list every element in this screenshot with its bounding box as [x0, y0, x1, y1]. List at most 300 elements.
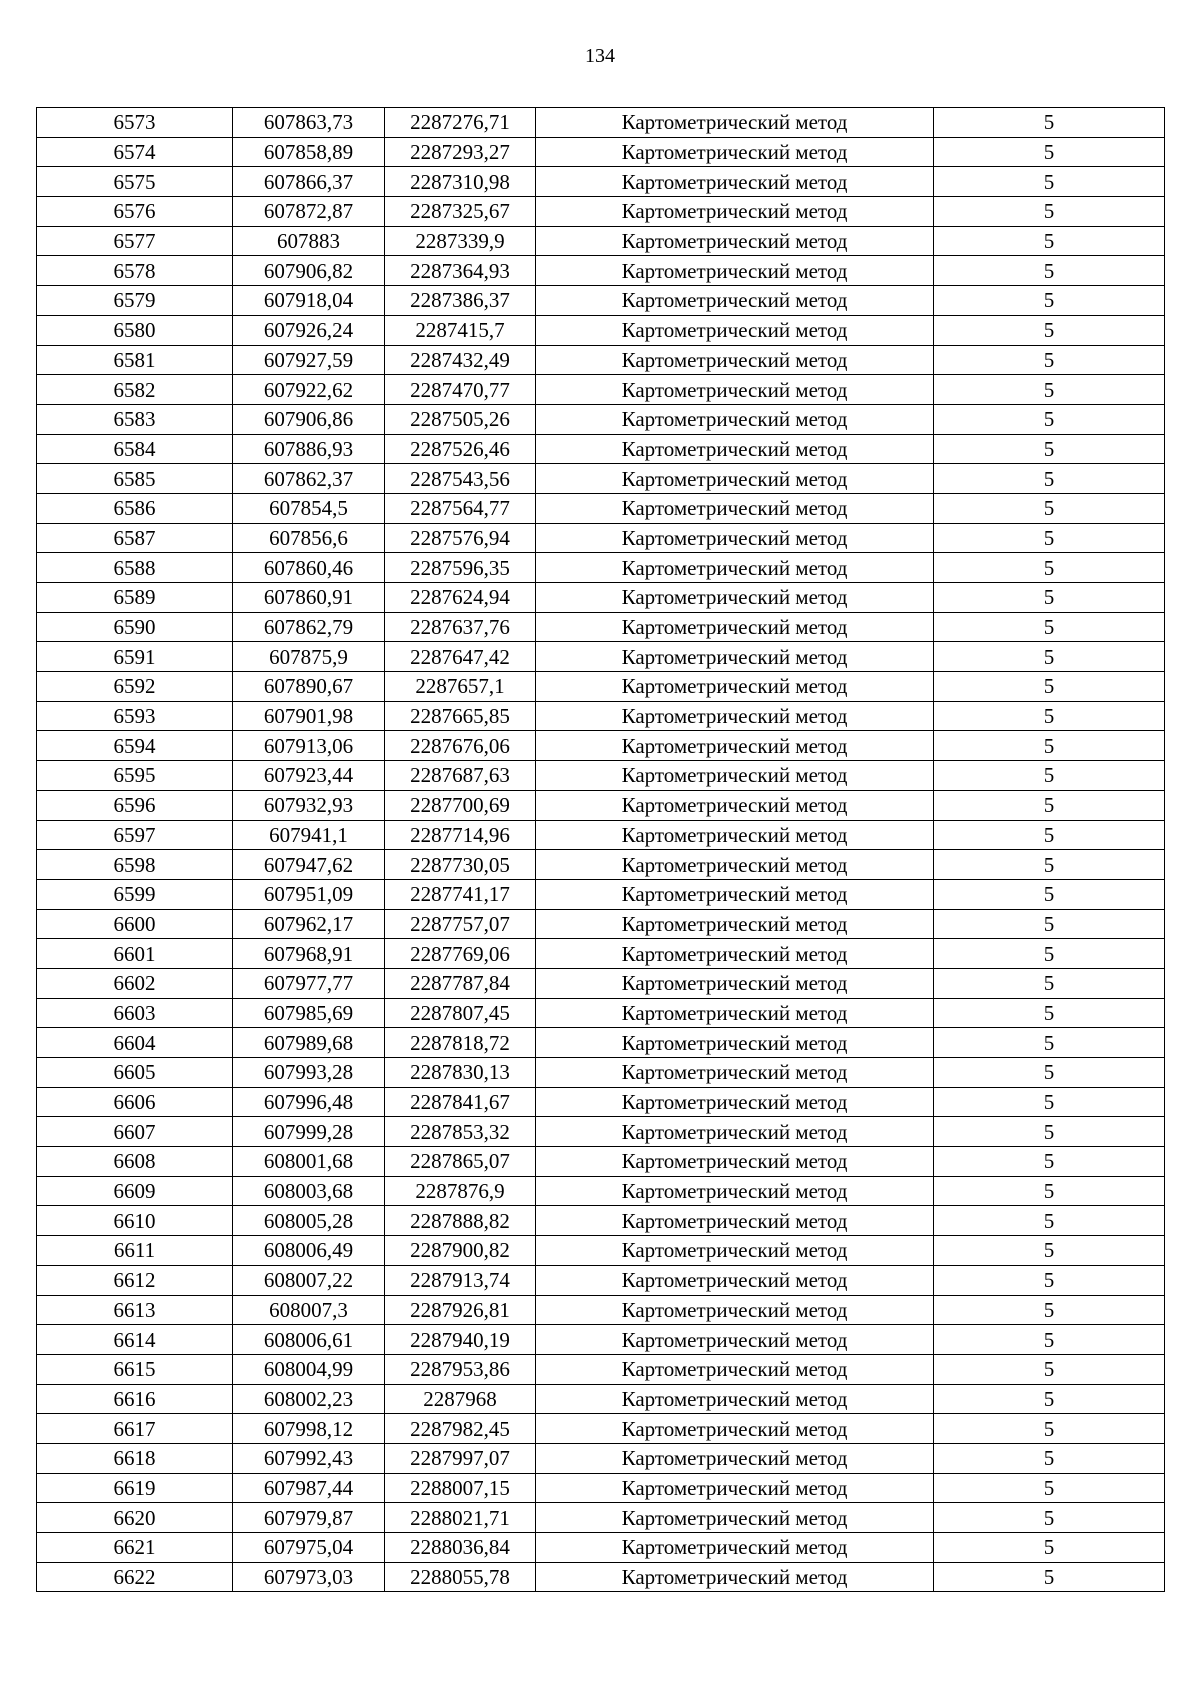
point-number-cell: 6578: [37, 256, 233, 286]
x-coordinate-cell: 607992,43: [233, 1443, 385, 1473]
table-row: [37, 583, 1165, 613]
x-coordinate-cell: 607951,09: [233, 879, 385, 909]
table-row: [37, 375, 1165, 405]
y-coordinate-cell: 2287714,96: [385, 820, 536, 850]
method-cell: Картометрический метод: [536, 1503, 934, 1533]
point-number-cell: 6610: [37, 1206, 233, 1236]
x-coordinate-cell: 607927,59: [233, 345, 385, 375]
x-coordinate-cell: 608006,61: [233, 1325, 385, 1355]
point-number-cell: 6619: [37, 1473, 233, 1503]
point-number-cell: 6581: [37, 345, 233, 375]
method-cell: Картометрический метод: [536, 1533, 934, 1563]
table-row: [37, 701, 1165, 731]
table-row: [37, 1414, 1165, 1444]
table-row: [37, 315, 1165, 345]
table-row: [37, 167, 1165, 197]
x-coordinate-cell: 607973,03: [233, 1562, 385, 1592]
accuracy-cell: 5: [934, 553, 1165, 583]
y-coordinate-cell: 2287913,74: [385, 1265, 536, 1295]
point-number-cell: 6614: [37, 1325, 233, 1355]
method-cell: Картометрический метод: [536, 939, 934, 969]
accuracy-cell: 5: [934, 345, 1165, 375]
point-number-cell: 6616: [37, 1384, 233, 1414]
method-cell: Картометрический метод: [536, 493, 934, 523]
point-number-cell: 6582: [37, 375, 233, 405]
x-coordinate-cell: 607999,28: [233, 1117, 385, 1147]
y-coordinate-cell: 2287700,69: [385, 790, 536, 820]
accuracy-cell: 5: [934, 879, 1165, 909]
point-number-cell: 6573: [37, 108, 233, 138]
point-number-cell: 6597: [37, 820, 233, 850]
x-coordinate-cell: 607875,9: [233, 642, 385, 672]
accuracy-cell: 5: [934, 434, 1165, 464]
table-row: [37, 286, 1165, 316]
y-coordinate-cell: 2287926,81: [385, 1295, 536, 1325]
method-cell: Картометрический метод: [536, 820, 934, 850]
accuracy-cell: 5: [934, 1236, 1165, 1266]
point-number-cell: 6599: [37, 879, 233, 909]
table-row: [37, 820, 1165, 850]
accuracy-cell: 5: [934, 226, 1165, 256]
y-coordinate-cell: 2288036,84: [385, 1533, 536, 1563]
x-coordinate-cell: 607858,89: [233, 137, 385, 167]
accuracy-cell: 5: [934, 1206, 1165, 1236]
table-row: [37, 642, 1165, 672]
table-row: [37, 137, 1165, 167]
y-coordinate-cell: 2287853,32: [385, 1117, 536, 1147]
method-cell: Картометрический метод: [536, 1354, 934, 1384]
table-row: [37, 1058, 1165, 1088]
point-number-cell: 6602: [37, 968, 233, 998]
method-cell: Картометрический метод: [536, 1265, 934, 1295]
point-number-cell: 6579: [37, 286, 233, 316]
y-coordinate-cell: 2287310,98: [385, 167, 536, 197]
accuracy-cell: 5: [934, 642, 1165, 672]
method-cell: Картометрический метод: [536, 197, 934, 227]
point-number-cell: 6592: [37, 672, 233, 702]
method-cell: Картометрический метод: [536, 553, 934, 583]
x-coordinate-cell: 607856,6: [233, 523, 385, 553]
y-coordinate-cell: 2287576,94: [385, 523, 536, 553]
accuracy-cell: 5: [934, 1147, 1165, 1177]
table-row: [37, 909, 1165, 939]
x-coordinate-cell: 607985,69: [233, 998, 385, 1028]
method-cell: Картометрический метод: [536, 226, 934, 256]
y-coordinate-cell: 2288007,15: [385, 1473, 536, 1503]
y-coordinate-cell: 2287647,42: [385, 642, 536, 672]
point-number-cell: 6604: [37, 1028, 233, 1058]
table-row: [37, 1503, 1165, 1533]
point-number-cell: 6603: [37, 998, 233, 1028]
method-cell: Картометрический метод: [536, 642, 934, 672]
table-row: [37, 1384, 1165, 1414]
point-number-cell: 6587: [37, 523, 233, 553]
table-row: [37, 968, 1165, 998]
y-coordinate-cell: 2287807,45: [385, 998, 536, 1028]
method-cell: Картометрический метод: [536, 909, 934, 939]
accuracy-cell: 5: [934, 1562, 1165, 1592]
y-coordinate-cell: 2287325,67: [385, 197, 536, 227]
accuracy-cell: 5: [934, 375, 1165, 405]
x-coordinate-cell: 607863,73: [233, 108, 385, 138]
method-cell: Картометрический метод: [536, 256, 934, 286]
point-number-cell: 6574: [37, 137, 233, 167]
x-coordinate-cell: 607866,37: [233, 167, 385, 197]
x-coordinate-cell: 607941,1: [233, 820, 385, 850]
y-coordinate-cell: 2287415,7: [385, 315, 536, 345]
accuracy-cell: 5: [934, 523, 1165, 553]
table-row: [37, 761, 1165, 791]
y-coordinate-cell: 2287543,56: [385, 464, 536, 494]
x-coordinate-cell: 607977,77: [233, 968, 385, 998]
y-coordinate-cell: 2287637,76: [385, 612, 536, 642]
method-cell: Картометрический метод: [536, 583, 934, 613]
coordinates-table-body: [37, 108, 1165, 1592]
method-cell: Картометрический метод: [536, 1028, 934, 1058]
accuracy-cell: 5: [934, 1354, 1165, 1384]
accuracy-cell: 5: [934, 1533, 1165, 1563]
x-coordinate-cell: 608006,49: [233, 1236, 385, 1266]
y-coordinate-cell: 2287876,9: [385, 1176, 536, 1206]
accuracy-cell: 5: [934, 1117, 1165, 1147]
accuracy-cell: 5: [934, 1265, 1165, 1295]
point-number-cell: 6586: [37, 493, 233, 523]
accuracy-cell: 5: [934, 909, 1165, 939]
y-coordinate-cell: 2287730,05: [385, 850, 536, 880]
x-coordinate-cell: 607922,62: [233, 375, 385, 405]
y-coordinate-cell: 2287830,13: [385, 1058, 536, 1088]
accuracy-cell: 5: [934, 1325, 1165, 1355]
method-cell: Картометрический метод: [536, 167, 934, 197]
y-coordinate-cell: 2287564,77: [385, 493, 536, 523]
x-coordinate-cell: 607883: [233, 226, 385, 256]
method-cell: Картометрический метод: [536, 1325, 934, 1355]
point-number-cell: 6608: [37, 1147, 233, 1177]
point-number-cell: 6590: [37, 612, 233, 642]
method-cell: Картометрический метод: [536, 464, 934, 494]
x-coordinate-cell: 608007,3: [233, 1295, 385, 1325]
point-number-cell: 6622: [37, 1562, 233, 1592]
y-coordinate-cell: 2287900,82: [385, 1236, 536, 1266]
accuracy-cell: 5: [934, 315, 1165, 345]
point-number-cell: 6575: [37, 167, 233, 197]
point-number-cell: 6589: [37, 583, 233, 613]
y-coordinate-cell: 2287505,26: [385, 404, 536, 434]
x-coordinate-cell: 607947,62: [233, 850, 385, 880]
accuracy-cell: 5: [934, 1176, 1165, 1206]
table-row: [37, 1562, 1165, 1592]
accuracy-cell: 5: [934, 998, 1165, 1028]
point-number-cell: 6591: [37, 642, 233, 672]
accuracy-cell: 5: [934, 1503, 1165, 1533]
coordinates-table: [36, 107, 1165, 1592]
y-coordinate-cell: 2288021,71: [385, 1503, 536, 1533]
x-coordinate-cell: 608005,28: [233, 1206, 385, 1236]
method-cell: Картометрический метод: [536, 850, 934, 880]
accuracy-cell: 5: [934, 1058, 1165, 1088]
accuracy-cell: 5: [934, 197, 1165, 227]
table-row: [37, 790, 1165, 820]
method-cell: Картометрический метод: [536, 761, 934, 791]
accuracy-cell: 5: [934, 1087, 1165, 1117]
method-cell: Картометрический метод: [536, 1087, 934, 1117]
y-coordinate-cell: 2287657,1: [385, 672, 536, 702]
table-row: [37, 226, 1165, 256]
method-cell: Картометрический метод: [536, 1443, 934, 1473]
accuracy-cell: 5: [934, 612, 1165, 642]
x-coordinate-cell: 607860,46: [233, 553, 385, 583]
y-coordinate-cell: 2287687,63: [385, 761, 536, 791]
y-coordinate-cell: 2287470,77: [385, 375, 536, 405]
table-row: [37, 1206, 1165, 1236]
point-number-cell: 6588: [37, 553, 233, 583]
x-coordinate-cell: 607862,79: [233, 612, 385, 642]
accuracy-cell: 5: [934, 1473, 1165, 1503]
method-cell: Картометрический метод: [536, 1295, 934, 1325]
table-row: [37, 345, 1165, 375]
x-coordinate-cell: 607890,67: [233, 672, 385, 702]
x-coordinate-cell: 607926,24: [233, 315, 385, 345]
method-cell: Картометрический метод: [536, 345, 934, 375]
method-cell: Картометрический метод: [536, 672, 934, 702]
point-number-cell: 6596: [37, 790, 233, 820]
accuracy-cell: 5: [934, 108, 1165, 138]
point-number-cell: 6611: [37, 1236, 233, 1266]
x-coordinate-cell: 607923,44: [233, 761, 385, 791]
x-coordinate-cell: 607872,87: [233, 197, 385, 227]
point-number-cell: 6595: [37, 761, 233, 791]
accuracy-cell: 5: [934, 167, 1165, 197]
table-row: [37, 939, 1165, 969]
method-cell: Картометрический метод: [536, 375, 934, 405]
point-number-cell: 6613: [37, 1295, 233, 1325]
x-coordinate-cell: 607968,91: [233, 939, 385, 969]
x-coordinate-cell: 607886,93: [233, 434, 385, 464]
method-cell: Картометрический метод: [536, 1562, 934, 1592]
table-row: [37, 1325, 1165, 1355]
point-number-cell: 6583: [37, 404, 233, 434]
point-number-cell: 6621: [37, 1533, 233, 1563]
table-row: [37, 197, 1165, 227]
method-cell: Картометрический метод: [536, 1058, 934, 1088]
table-row: [37, 434, 1165, 464]
y-coordinate-cell: 2288055,78: [385, 1562, 536, 1592]
method-cell: Картометрический метод: [536, 137, 934, 167]
point-number-cell: 6620: [37, 1503, 233, 1533]
x-coordinate-cell: 607906,82: [233, 256, 385, 286]
method-cell: Картометрический метод: [536, 968, 934, 998]
y-coordinate-cell: 2287432,49: [385, 345, 536, 375]
accuracy-cell: 5: [934, 1384, 1165, 1414]
y-coordinate-cell: 2287818,72: [385, 1028, 536, 1058]
y-coordinate-cell: 2287624,94: [385, 583, 536, 613]
point-number-cell: 6607: [37, 1117, 233, 1147]
point-number-cell: 6609: [37, 1176, 233, 1206]
method-cell: Картометрический метод: [536, 434, 934, 464]
y-coordinate-cell: 2287741,17: [385, 879, 536, 909]
point-number-cell: 6584: [37, 434, 233, 464]
method-cell: Картометрический метод: [536, 701, 934, 731]
x-coordinate-cell: 608004,99: [233, 1354, 385, 1384]
point-number-cell: 6594: [37, 731, 233, 761]
method-cell: Картометрический метод: [536, 1176, 934, 1206]
table-row: [37, 553, 1165, 583]
point-number-cell: 6615: [37, 1354, 233, 1384]
method-cell: Картометрический метод: [536, 523, 934, 553]
accuracy-cell: 5: [934, 583, 1165, 613]
y-coordinate-cell: 2287968: [385, 1384, 536, 1414]
x-coordinate-cell: 607975,04: [233, 1533, 385, 1563]
x-coordinate-cell: 607854,5: [233, 493, 385, 523]
table-row: [37, 1265, 1165, 1295]
x-coordinate-cell: 607860,91: [233, 583, 385, 613]
x-coordinate-cell: 607962,17: [233, 909, 385, 939]
table-row: [37, 464, 1165, 494]
method-cell: Картометрический метод: [536, 612, 934, 642]
x-coordinate-cell: 608007,22: [233, 1265, 385, 1295]
method-cell: Картометрический метод: [536, 108, 934, 138]
method-cell: Картометрический метод: [536, 998, 934, 1028]
method-cell: Картометрический метод: [536, 731, 934, 761]
y-coordinate-cell: 2287526,46: [385, 434, 536, 464]
table-row: [37, 1443, 1165, 1473]
y-coordinate-cell: 2287940,19: [385, 1325, 536, 1355]
y-coordinate-cell: 2287769,06: [385, 939, 536, 969]
accuracy-cell: 5: [934, 850, 1165, 880]
accuracy-cell: 5: [934, 939, 1165, 969]
table-row: [37, 1473, 1165, 1503]
table-row: [37, 523, 1165, 553]
accuracy-cell: 5: [934, 464, 1165, 494]
y-coordinate-cell: 2287364,93: [385, 256, 536, 286]
point-number-cell: 6585: [37, 464, 233, 494]
y-coordinate-cell: 2287982,45: [385, 1414, 536, 1444]
table-row: [37, 108, 1165, 138]
y-coordinate-cell: 2287953,86: [385, 1354, 536, 1384]
point-number-cell: 6600: [37, 909, 233, 939]
point-number-cell: 6580: [37, 315, 233, 345]
y-coordinate-cell: 2287865,07: [385, 1147, 536, 1177]
point-number-cell: 6593: [37, 701, 233, 731]
accuracy-cell: 5: [934, 1028, 1165, 1058]
accuracy-cell: 5: [934, 761, 1165, 791]
x-coordinate-cell: 607987,44: [233, 1473, 385, 1503]
point-number-cell: 6606: [37, 1087, 233, 1117]
x-coordinate-cell: 607979,87: [233, 1503, 385, 1533]
accuracy-cell: 5: [934, 1295, 1165, 1325]
x-coordinate-cell: 607862,37: [233, 464, 385, 494]
table-row: [37, 1176, 1165, 1206]
method-cell: Картометрический метод: [536, 1236, 934, 1266]
method-cell: Картометрический метод: [536, 315, 934, 345]
y-coordinate-cell: 2287339,9: [385, 226, 536, 256]
point-number-cell: 6598: [37, 850, 233, 880]
x-coordinate-cell: 608002,23: [233, 1384, 385, 1414]
x-coordinate-cell: 607996,48: [233, 1087, 385, 1117]
point-number-cell: 6617: [37, 1414, 233, 1444]
accuracy-cell: 5: [934, 404, 1165, 434]
method-cell: Картометрический метод: [536, 1473, 934, 1503]
point-number-cell: 6612: [37, 1265, 233, 1295]
table-row: [37, 1147, 1165, 1177]
accuracy-cell: 5: [934, 493, 1165, 523]
point-number-cell: 6605: [37, 1058, 233, 1088]
x-coordinate-cell: 607901,98: [233, 701, 385, 731]
table-row: [37, 1028, 1165, 1058]
y-coordinate-cell: 2287757,07: [385, 909, 536, 939]
x-coordinate-cell: 607989,68: [233, 1028, 385, 1058]
accuracy-cell: 5: [934, 701, 1165, 731]
y-coordinate-cell: 2287386,37: [385, 286, 536, 316]
x-coordinate-cell: 607913,06: [233, 731, 385, 761]
accuracy-cell: 5: [934, 731, 1165, 761]
y-coordinate-cell: 2287787,84: [385, 968, 536, 998]
y-coordinate-cell: 2287665,85: [385, 701, 536, 731]
table-row: [37, 1117, 1165, 1147]
point-number-cell: 6618: [37, 1443, 233, 1473]
x-coordinate-cell: 608003,68: [233, 1176, 385, 1206]
accuracy-cell: 5: [934, 672, 1165, 702]
y-coordinate-cell: 2287841,67: [385, 1087, 536, 1117]
page-number: 134: [585, 45, 615, 67]
table-row: [37, 879, 1165, 909]
method-cell: Картометрический метод: [536, 1147, 934, 1177]
method-cell: Картометрический метод: [536, 790, 934, 820]
point-number-cell: 6577: [37, 226, 233, 256]
accuracy-cell: 5: [934, 137, 1165, 167]
table-row: [37, 850, 1165, 880]
x-coordinate-cell: 607932,93: [233, 790, 385, 820]
accuracy-cell: 5: [934, 1414, 1165, 1444]
x-coordinate-cell: 607998,12: [233, 1414, 385, 1444]
accuracy-cell: 5: [934, 256, 1165, 286]
y-coordinate-cell: 2287293,27: [385, 137, 536, 167]
table-row: [37, 1354, 1165, 1384]
accuracy-cell: 5: [934, 286, 1165, 316]
accuracy-cell: 5: [934, 968, 1165, 998]
table-row: [37, 998, 1165, 1028]
method-cell: Картометрический метод: [536, 404, 934, 434]
x-coordinate-cell: 607906,86: [233, 404, 385, 434]
method-cell: Картометрический метод: [536, 1206, 934, 1236]
method-cell: Картометрический метод: [536, 1117, 934, 1147]
point-number-cell: 6601: [37, 939, 233, 969]
method-cell: Картометрический метод: [536, 879, 934, 909]
y-coordinate-cell: 2287997,07: [385, 1443, 536, 1473]
method-cell: Картометрический метод: [536, 1414, 934, 1444]
accuracy-cell: 5: [934, 820, 1165, 850]
y-coordinate-cell: 2287596,35: [385, 553, 536, 583]
point-number-cell: 6576: [37, 197, 233, 227]
accuracy-cell: 5: [934, 1443, 1165, 1473]
y-coordinate-cell: 2287676,06: [385, 731, 536, 761]
method-cell: Картометрический метод: [536, 286, 934, 316]
table-row: [37, 404, 1165, 434]
table-row: [37, 1236, 1165, 1266]
table-row: [37, 612, 1165, 642]
table-row: [37, 1533, 1165, 1563]
table-row: [37, 1295, 1165, 1325]
y-coordinate-cell: 2287888,82: [385, 1206, 536, 1236]
accuracy-cell: 5: [934, 790, 1165, 820]
table-row: [37, 731, 1165, 761]
y-coordinate-cell: 2287276,71: [385, 108, 536, 138]
table-row: [37, 256, 1165, 286]
x-coordinate-cell: 607918,04: [233, 286, 385, 316]
x-coordinate-cell: 608001,68: [233, 1147, 385, 1177]
x-coordinate-cell: 607993,28: [233, 1058, 385, 1088]
method-cell: Картометрический метод: [536, 1384, 934, 1414]
